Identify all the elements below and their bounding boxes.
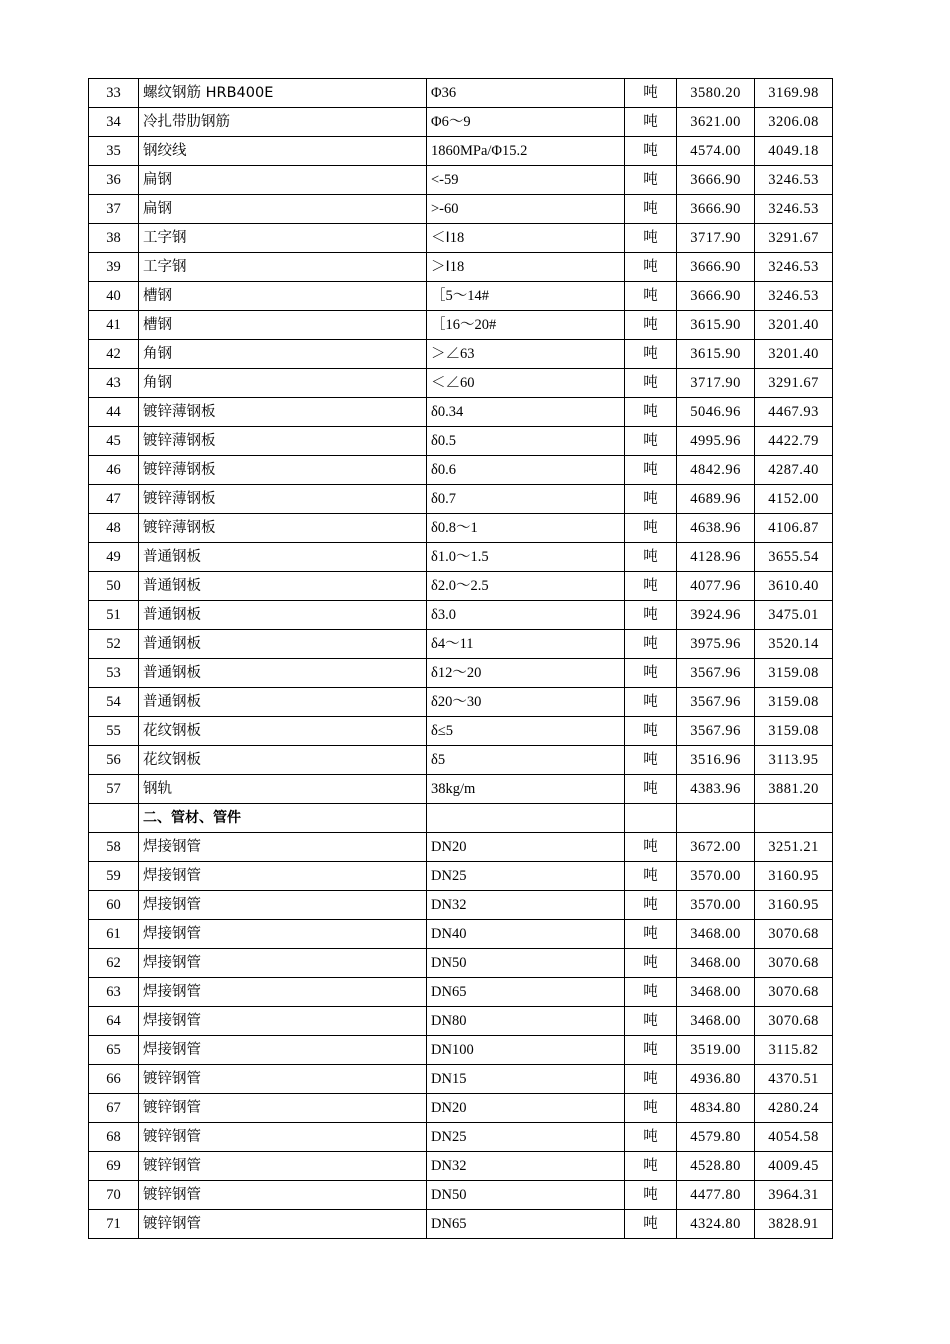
cell-spec: 38kg/m — [427, 775, 625, 804]
cell-price-without-tax: 4106.87 — [755, 514, 833, 543]
cell-no: 59 — [89, 862, 139, 891]
cell-name: 焊接钢管 — [139, 920, 427, 949]
cell-price-with-tax: 3519.00 — [677, 1036, 755, 1065]
cell-price-with-tax: 3924.96 — [677, 601, 755, 630]
cell-price-without-tax: 3070.68 — [755, 1007, 833, 1036]
cell-price-with-tax: 4638.96 — [677, 514, 755, 543]
cell-spec: δ5 — [427, 746, 625, 775]
cell-name: 镀锌钢管 — [139, 1065, 427, 1094]
cell-price-without-tax: 3291.67 — [755, 369, 833, 398]
table-row — [89, 688, 833, 717]
cell-spec: DN25 — [427, 862, 625, 891]
cell-price-with-tax: 5046.96 — [677, 398, 755, 427]
table-row — [89, 1152, 833, 1181]
cell-price-without-tax: 3246.53 — [755, 253, 833, 282]
cell-name: 普通钢板 — [139, 630, 427, 659]
cell-price-with-tax: 4574.00 — [677, 137, 755, 166]
cell-name: 焊接钢管 — [139, 978, 427, 1007]
cell-unit: 吨 — [625, 79, 677, 108]
cell-price-with-tax: 3567.96 — [677, 659, 755, 688]
cell-price-with-tax: 3717.90 — [677, 224, 755, 253]
table-row — [89, 775, 833, 804]
cell-name: 二、管材、管件 — [139, 804, 427, 833]
cell-spec — [427, 804, 625, 833]
cell-name: 镀锌薄钢板 — [139, 514, 427, 543]
cell-spec: δ≤5 — [427, 717, 625, 746]
cell-no: 67 — [89, 1094, 139, 1123]
cell-unit: 吨 — [625, 398, 677, 427]
cell-no: 60 — [89, 891, 139, 920]
cell-unit: 吨 — [625, 108, 677, 137]
table-row — [89, 1210, 833, 1239]
cell-no: 51 — [89, 601, 139, 630]
cell-price-with-tax: 3468.00 — [677, 920, 755, 949]
cell-price-without-tax: 3251.21 — [755, 833, 833, 862]
cell-price-with-tax: 3567.96 — [677, 688, 755, 717]
cell-spec: DN32 — [427, 891, 625, 920]
cell-price-with-tax: 3717.90 — [677, 369, 755, 398]
cell-unit: 吨 — [625, 1094, 677, 1123]
cell-unit: 吨 — [625, 195, 677, 224]
cell-unit: 吨 — [625, 1036, 677, 1065]
cell-name: 螺纹钢筋 HRB400E — [139, 79, 427, 108]
cell-no: 69 — [89, 1152, 139, 1181]
cell-unit: 吨 — [625, 920, 677, 949]
cell-no: 65 — [89, 1036, 139, 1065]
cell-price-without-tax: 4054.58 — [755, 1123, 833, 1152]
cell-spec: DN80 — [427, 1007, 625, 1036]
cell-price-without-tax: 3610.40 — [755, 572, 833, 601]
cell-price-without-tax: 3159.08 — [755, 717, 833, 746]
table-row — [89, 659, 833, 688]
cell-name: 普通钢板 — [139, 601, 427, 630]
table-row — [89, 340, 833, 369]
cell-price-without-tax: 3655.54 — [755, 543, 833, 572]
cell-no: 66 — [89, 1065, 139, 1094]
cell-no: 33 — [89, 79, 139, 108]
cell-spec: DN25 — [427, 1123, 625, 1152]
cell-price-with-tax: 4834.80 — [677, 1094, 755, 1123]
table-row — [89, 1181, 833, 1210]
cell-spec: DN65 — [427, 978, 625, 1007]
cell-price-without-tax: 3201.40 — [755, 340, 833, 369]
cell-price-with-tax: 4936.80 — [677, 1065, 755, 1094]
cell-price-with-tax: 4579.80 — [677, 1123, 755, 1152]
cell-price-with-tax: 3621.00 — [677, 108, 755, 137]
cell-price-with-tax — [677, 804, 755, 833]
table-row — [89, 601, 833, 630]
table-row — [89, 891, 833, 920]
cell-price-with-tax: 3615.90 — [677, 340, 755, 369]
cell-name: 花纹钢板 — [139, 717, 427, 746]
cell-name: 工字钢 — [139, 224, 427, 253]
cell-unit: 吨 — [625, 630, 677, 659]
cell-spec: δ3.0 — [427, 601, 625, 630]
cell-price-without-tax: 3159.08 — [755, 688, 833, 717]
cell-no: 34 — [89, 108, 139, 137]
cell-name: 镀锌钢管 — [139, 1152, 427, 1181]
cell-unit — [625, 804, 677, 833]
cell-unit: 吨 — [625, 1123, 677, 1152]
cell-price-without-tax: 3206.08 — [755, 108, 833, 137]
table-row — [89, 543, 833, 572]
cell-spec: 1860MPa/Φ15.2 — [427, 137, 625, 166]
cell-price-without-tax: 4049.18 — [755, 137, 833, 166]
cell-spec: ＞Ⅰ18 — [427, 253, 625, 282]
cell-spec: DN50 — [427, 949, 625, 978]
cell-spec: DN50 — [427, 1181, 625, 1210]
cell-price-with-tax: 4324.80 — [677, 1210, 755, 1239]
cell-unit: 吨 — [625, 1152, 677, 1181]
cell-price-without-tax: 3246.53 — [755, 195, 833, 224]
cell-unit: 吨 — [625, 340, 677, 369]
cell-unit: 吨 — [625, 1065, 677, 1094]
table-row — [89, 137, 833, 166]
cell-price-without-tax — [755, 804, 833, 833]
cell-no: 54 — [89, 688, 139, 717]
cell-price-without-tax: 3113.95 — [755, 746, 833, 775]
cell-name: 镀锌钢管 — [139, 1181, 427, 1210]
cell-unit: 吨 — [625, 601, 677, 630]
cell-spec: DN100 — [427, 1036, 625, 1065]
cell-price-with-tax: 4842.96 — [677, 456, 755, 485]
cell-name: 焊接钢管 — [139, 1036, 427, 1065]
table-row — [89, 978, 833, 1007]
cell-no: 45 — [89, 427, 139, 456]
cell-name: 焊接钢管 — [139, 1007, 427, 1036]
cell-spec: ［5～14# — [427, 282, 625, 311]
cell-price-without-tax: 4287.40 — [755, 456, 833, 485]
cell-unit: 吨 — [625, 427, 677, 456]
cell-price-with-tax: 3666.90 — [677, 253, 755, 282]
table-row — [89, 166, 833, 195]
cell-price-without-tax: 4467.93 — [755, 398, 833, 427]
cell-spec: δ0.6 — [427, 456, 625, 485]
cell-name: 镀锌钢管 — [139, 1123, 427, 1152]
table-row — [89, 195, 833, 224]
cell-unit: 吨 — [625, 717, 677, 746]
cell-spec: δ2.0～2.5 — [427, 572, 625, 601]
table-row — [89, 311, 833, 340]
cell-price-without-tax: 3291.67 — [755, 224, 833, 253]
cell-unit: 吨 — [625, 1210, 677, 1239]
cell-name: 钢绞线 — [139, 137, 427, 166]
cell-no: 61 — [89, 920, 139, 949]
cell-price-with-tax: 3468.00 — [677, 1007, 755, 1036]
cell-price-without-tax: 3169.98 — [755, 79, 833, 108]
cell-no: 53 — [89, 659, 139, 688]
cell-name: 角钢 — [139, 340, 427, 369]
cell-unit: 吨 — [625, 833, 677, 862]
cell-no: 35 — [89, 137, 139, 166]
cell-unit: 吨 — [625, 775, 677, 804]
cell-price-without-tax: 3070.68 — [755, 920, 833, 949]
cell-spec: ＞∠63 — [427, 340, 625, 369]
table-row — [89, 572, 833, 601]
cell-spec: δ0.7 — [427, 485, 625, 514]
cell-unit: 吨 — [625, 688, 677, 717]
cell-unit: 吨 — [625, 1181, 677, 1210]
cell-no: 42 — [89, 340, 139, 369]
cell-price-with-tax: 3580.20 — [677, 79, 755, 108]
table-row — [89, 398, 833, 427]
cell-name: 焊接钢管 — [139, 833, 427, 862]
cell-name: 镀锌薄钢板 — [139, 456, 427, 485]
cell-unit: 吨 — [625, 137, 677, 166]
cell-no: 58 — [89, 833, 139, 862]
cell-name: 镀锌钢管 — [139, 1210, 427, 1239]
cell-price-with-tax: 3666.90 — [677, 195, 755, 224]
cell-unit: 吨 — [625, 311, 677, 340]
cell-name: 普通钢板 — [139, 572, 427, 601]
cell-no: 37 — [89, 195, 139, 224]
cell-price-with-tax: 3570.00 — [677, 891, 755, 920]
cell-price-with-tax: 3468.00 — [677, 978, 755, 1007]
cell-no: 36 — [89, 166, 139, 195]
table-row — [89, 1036, 833, 1065]
cell-unit: 吨 — [625, 862, 677, 891]
cell-name: 镀锌薄钢板 — [139, 427, 427, 456]
table-section-row — [89, 804, 833, 833]
cell-no: 47 — [89, 485, 139, 514]
cell-spec: ［16～20# — [427, 311, 625, 340]
cell-spec: Φ36 — [427, 79, 625, 108]
cell-price-with-tax: 3666.90 — [677, 282, 755, 311]
cell-name: 焊接钢管 — [139, 891, 427, 920]
cell-unit: 吨 — [625, 891, 677, 920]
cell-unit: 吨 — [625, 543, 677, 572]
cell-unit: 吨 — [625, 282, 677, 311]
cell-unit: 吨 — [625, 978, 677, 1007]
cell-price-with-tax: 4383.96 — [677, 775, 755, 804]
cell-price-with-tax: 4995.96 — [677, 427, 755, 456]
cell-spec: DN20 — [427, 833, 625, 862]
cell-unit: 吨 — [625, 514, 677, 543]
table-row — [89, 1065, 833, 1094]
cell-no: 44 — [89, 398, 139, 427]
cell-no: 39 — [89, 253, 139, 282]
cell-name: 扁钢 — [139, 166, 427, 195]
cell-price-without-tax: 4280.24 — [755, 1094, 833, 1123]
cell-price-without-tax: 3246.53 — [755, 282, 833, 311]
cell-no: 55 — [89, 717, 139, 746]
cell-price-without-tax: 3520.14 — [755, 630, 833, 659]
cell-unit: 吨 — [625, 224, 677, 253]
cell-price-without-tax: 3246.53 — [755, 166, 833, 195]
cell-unit: 吨 — [625, 659, 677, 688]
cell-spec: ＜Ⅰ18 — [427, 224, 625, 253]
table-row — [89, 717, 833, 746]
cell-price-without-tax: 3159.08 — [755, 659, 833, 688]
cell-spec: ＜∠60 — [427, 369, 625, 398]
table-row — [89, 862, 833, 891]
cell-name: 镀锌薄钢板 — [139, 398, 427, 427]
cell-name: 槽钢 — [139, 311, 427, 340]
cell-price-without-tax: 3475.01 — [755, 601, 833, 630]
cell-spec: <-59 — [427, 166, 625, 195]
cell-price-with-tax: 3468.00 — [677, 949, 755, 978]
cell-price-with-tax: 3666.90 — [677, 166, 755, 195]
cell-name: 普通钢板 — [139, 659, 427, 688]
cell-no: 70 — [89, 1181, 139, 1210]
cell-name: 花纹钢板 — [139, 746, 427, 775]
cell-no: 46 — [89, 456, 139, 485]
cell-price-with-tax: 4477.80 — [677, 1181, 755, 1210]
cell-spec: Φ6～9 — [427, 108, 625, 137]
cell-price-with-tax: 4528.80 — [677, 1152, 755, 1181]
table-row — [89, 1094, 833, 1123]
cell-price-with-tax: 4077.96 — [677, 572, 755, 601]
cell-name: 普通钢板 — [139, 543, 427, 572]
cell-no: 52 — [89, 630, 139, 659]
cell-price-without-tax: 3964.31 — [755, 1181, 833, 1210]
table-row — [89, 427, 833, 456]
cell-no: 38 — [89, 224, 139, 253]
cell-price-with-tax: 3570.00 — [677, 862, 755, 891]
cell-name: 扁钢 — [139, 195, 427, 224]
table-row — [89, 79, 833, 108]
cell-no: 40 — [89, 282, 139, 311]
cell-price-with-tax: 3975.96 — [677, 630, 755, 659]
cell-no: 62 — [89, 949, 139, 978]
cell-no: 56 — [89, 746, 139, 775]
cell-name: 角钢 — [139, 369, 427, 398]
cell-spec: δ20～30 — [427, 688, 625, 717]
cell-name: 镀锌薄钢板 — [139, 485, 427, 514]
cell-price-with-tax: 3615.90 — [677, 311, 755, 340]
table-row — [89, 949, 833, 978]
cell-spec: δ4～11 — [427, 630, 625, 659]
cell-spec: δ0.8～1 — [427, 514, 625, 543]
cell-price-without-tax: 3070.68 — [755, 949, 833, 978]
cell-spec: δ1.0～1.5 — [427, 543, 625, 572]
cell-name: 焊接钢管 — [139, 862, 427, 891]
cell-no: 57 — [89, 775, 139, 804]
cell-no: 49 — [89, 543, 139, 572]
cell-price-with-tax: 3567.96 — [677, 717, 755, 746]
cell-unit: 吨 — [625, 485, 677, 514]
cell-unit: 吨 — [625, 746, 677, 775]
cell-spec: DN15 — [427, 1065, 625, 1094]
cell-price-without-tax: 4009.45 — [755, 1152, 833, 1181]
cell-unit: 吨 — [625, 456, 677, 485]
cell-spec: DN32 — [427, 1152, 625, 1181]
cell-no: 63 — [89, 978, 139, 1007]
cell-spec: δ0.34 — [427, 398, 625, 427]
cell-price-without-tax: 3115.82 — [755, 1036, 833, 1065]
table-row — [89, 1007, 833, 1036]
cell-spec: δ0.5 — [427, 427, 625, 456]
table-row — [89, 485, 833, 514]
cell-name: 焊接钢管 — [139, 949, 427, 978]
cell-unit: 吨 — [625, 949, 677, 978]
table-body — [89, 79, 833, 1239]
cell-spec: DN20 — [427, 1094, 625, 1123]
cell-name: 钢轨 — [139, 775, 427, 804]
cell-price-without-tax: 4152.00 — [755, 485, 833, 514]
cell-price-without-tax: 3828.91 — [755, 1210, 833, 1239]
cell-spec: DN40 — [427, 920, 625, 949]
cell-price-with-tax: 3516.96 — [677, 746, 755, 775]
cell-price-without-tax: 3881.20 — [755, 775, 833, 804]
cell-name: 工字钢 — [139, 253, 427, 282]
table-row — [89, 833, 833, 862]
cell-unit: 吨 — [625, 369, 677, 398]
cell-name: 镀锌钢管 — [139, 1094, 427, 1123]
cell-price-without-tax: 3160.95 — [755, 862, 833, 891]
material-price-table — [88, 78, 833, 1239]
cell-unit: 吨 — [625, 166, 677, 195]
cell-price-with-tax: 3672.00 — [677, 833, 755, 862]
cell-no: 64 — [89, 1007, 139, 1036]
table-row — [89, 456, 833, 485]
cell-no: 41 — [89, 311, 139, 340]
cell-no: 68 — [89, 1123, 139, 1152]
cell-price-without-tax: 3201.40 — [755, 311, 833, 340]
cell-price-without-tax: 4422.79 — [755, 427, 833, 456]
cell-unit: 吨 — [625, 1007, 677, 1036]
table-row — [89, 1123, 833, 1152]
cell-price-without-tax: 3070.68 — [755, 978, 833, 1007]
cell-no: 50 — [89, 572, 139, 601]
cell-spec: DN65 — [427, 1210, 625, 1239]
table-row — [89, 224, 833, 253]
cell-spec: >-60 — [427, 195, 625, 224]
cell-unit: 吨 — [625, 253, 677, 282]
cell-no: 43 — [89, 369, 139, 398]
table-row — [89, 369, 833, 398]
cell-price-with-tax: 4689.96 — [677, 485, 755, 514]
cell-spec: δ12～20 — [427, 659, 625, 688]
cell-price-without-tax: 4370.51 — [755, 1065, 833, 1094]
cell-unit: 吨 — [625, 572, 677, 601]
cell-no: 71 — [89, 1210, 139, 1239]
cell-name: 槽钢 — [139, 282, 427, 311]
cell-no — [89, 804, 139, 833]
table-row — [89, 920, 833, 949]
table-row — [89, 746, 833, 775]
table-row — [89, 253, 833, 282]
table-row — [89, 108, 833, 137]
cell-price-with-tax: 4128.96 — [677, 543, 755, 572]
table-row — [89, 514, 833, 543]
table-row — [89, 630, 833, 659]
table-row — [89, 282, 833, 311]
cell-no: 48 — [89, 514, 139, 543]
cell-name: 冷扎带肋钢筋 — [139, 108, 427, 137]
cell-price-without-tax: 3160.95 — [755, 891, 833, 920]
cell-name: 普通钢板 — [139, 688, 427, 717]
